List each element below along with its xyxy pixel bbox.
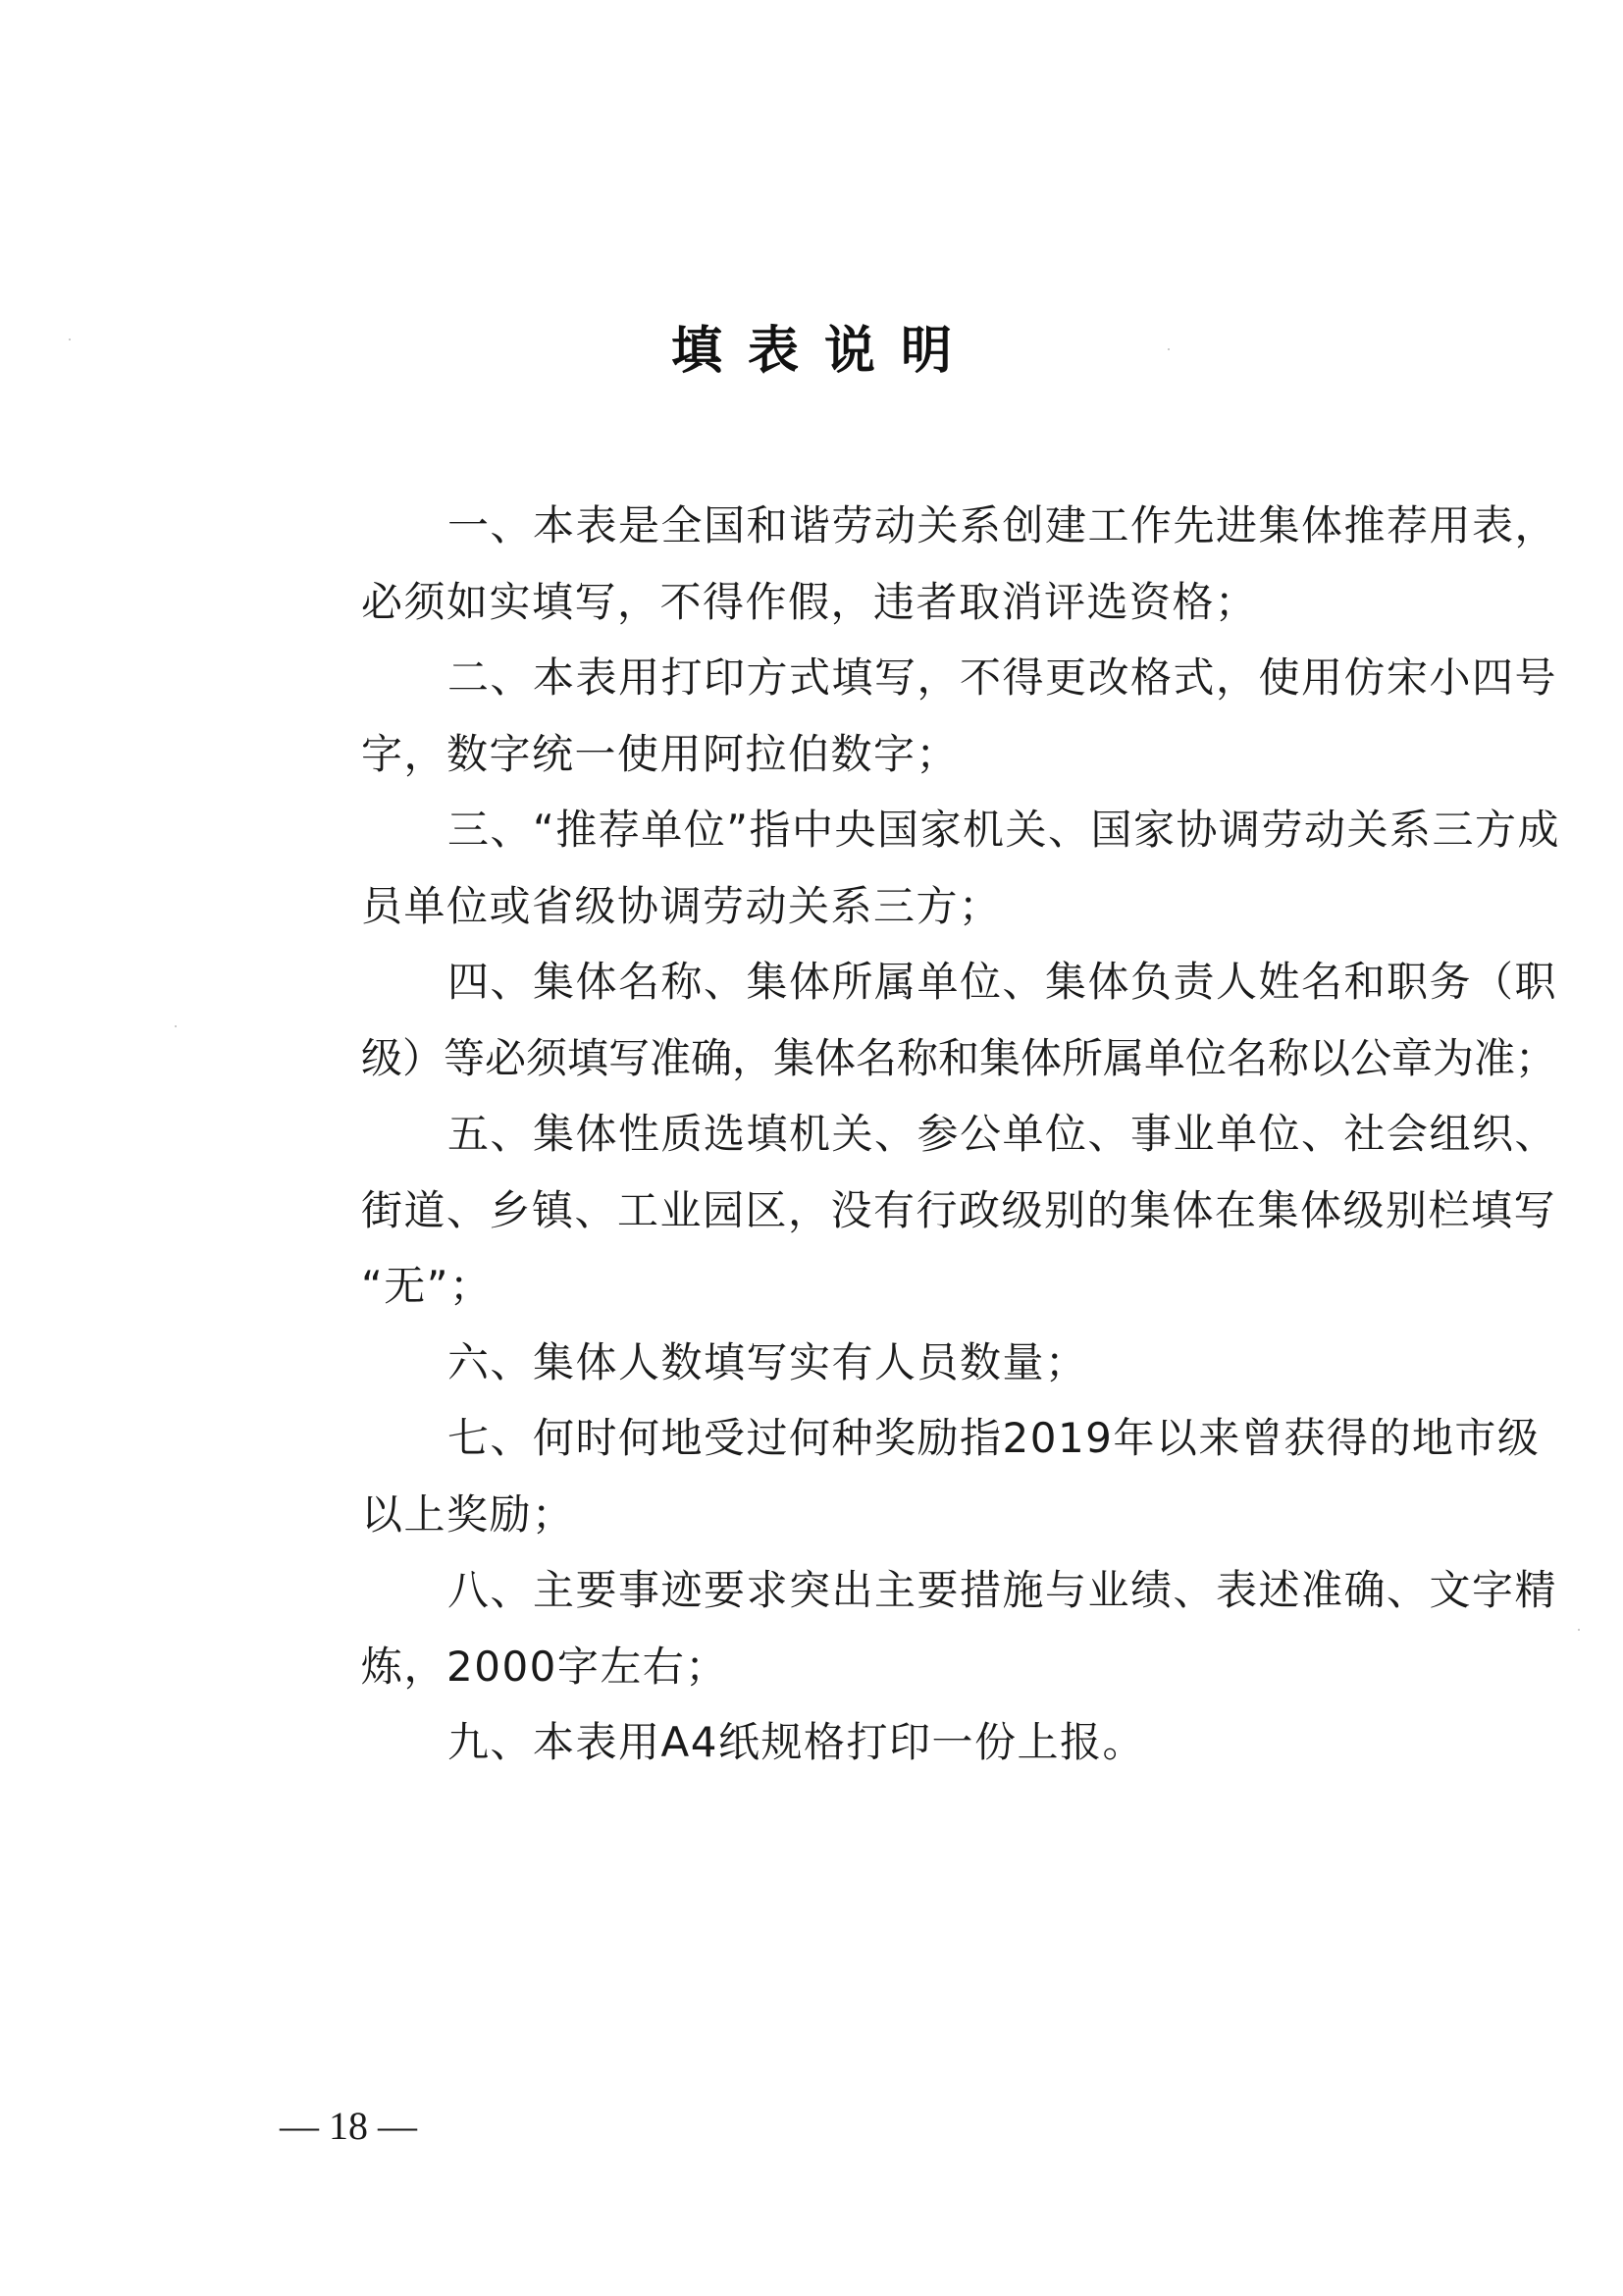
- instruction-item-2: [275, 640, 1558, 792]
- instruction-line: 八、主要事迹要求突出主要措施与业绩、表述准确、文字精: [447, 1566, 1558, 1614]
- scan-speck: [1168, 348, 1170, 350]
- instruction-line: 炼，2000字左右；: [361, 1642, 728, 1691]
- instruction-line: 员单位或省级协调劳动关系三方；: [361, 881, 1002, 930]
- instruction-item-5: [275, 1096, 1558, 1325]
- instruction-line: “无”；: [361, 1262, 493, 1310]
- instruction-item-3: [275, 792, 1561, 944]
- instruction-line: 必须如实填写，不得作假，违者取消评选资格；: [361, 577, 1258, 626]
- instruction-item-9: [275, 1704, 1405, 1781]
- instruction-line: 级）等必须填写准确，集体名称和集体所属单位名称以公章为准；: [361, 1033, 1557, 1082]
- instruction-item-4: [275, 944, 1558, 1096]
- instruction-line: 六、集体人数填写实有人员数量；: [447, 1337, 1088, 1386]
- scan-speck: [175, 1025, 177, 1027]
- instruction-line: 字，数字统一使用阿拉伯数字；: [361, 729, 960, 778]
- scan-speck: [69, 339, 71, 340]
- page-title: 填表说明: [670, 321, 977, 381]
- instruction-line: 街道、乡镇、工业园区，没有行政级别的集体在集体级别栏填写: [361, 1185, 1557, 1234]
- instruction-item-7: [275, 1400, 1541, 1552]
- instruction-line: 二、本表用打印方式填写，不得更改格式，使用仿宋小四号: [447, 653, 1558, 702]
- scan-speck: [1578, 1629, 1580, 1631]
- instruction-item-6: [275, 1325, 1405, 1401]
- instruction-line: 五、集体性质选填机关、参公单位、事业单位、社会组织、: [447, 1110, 1558, 1158]
- instruction-line: 四、集体名称、集体所属单位、集体负责人姓名和职务（职: [447, 958, 1558, 1006]
- instructions-body: [275, 488, 1561, 1781]
- instruction-line: 九、本表用A4纸规格打印一份上报。: [447, 1718, 1145, 1766]
- instruction-line: 以上奖励；: [361, 1489, 575, 1539]
- instruction-line: 七、何时何地受过何种奖励指2019年以来曾获得的地市级: [447, 1414, 1541, 1462]
- page-number: — 18 —: [280, 2104, 417, 2148]
- instruction-item-1: [275, 488, 1558, 640]
- instruction-line: 三、“推荐单位”指中央国家机关、国家协调劳动关系三方成: [447, 806, 1561, 854]
- instruction-line: 一、本表是全国和谐劳动关系创建工作先进集体推荐用表，: [447, 501, 1558, 549]
- instruction-item-8: [275, 1552, 1558, 1704]
